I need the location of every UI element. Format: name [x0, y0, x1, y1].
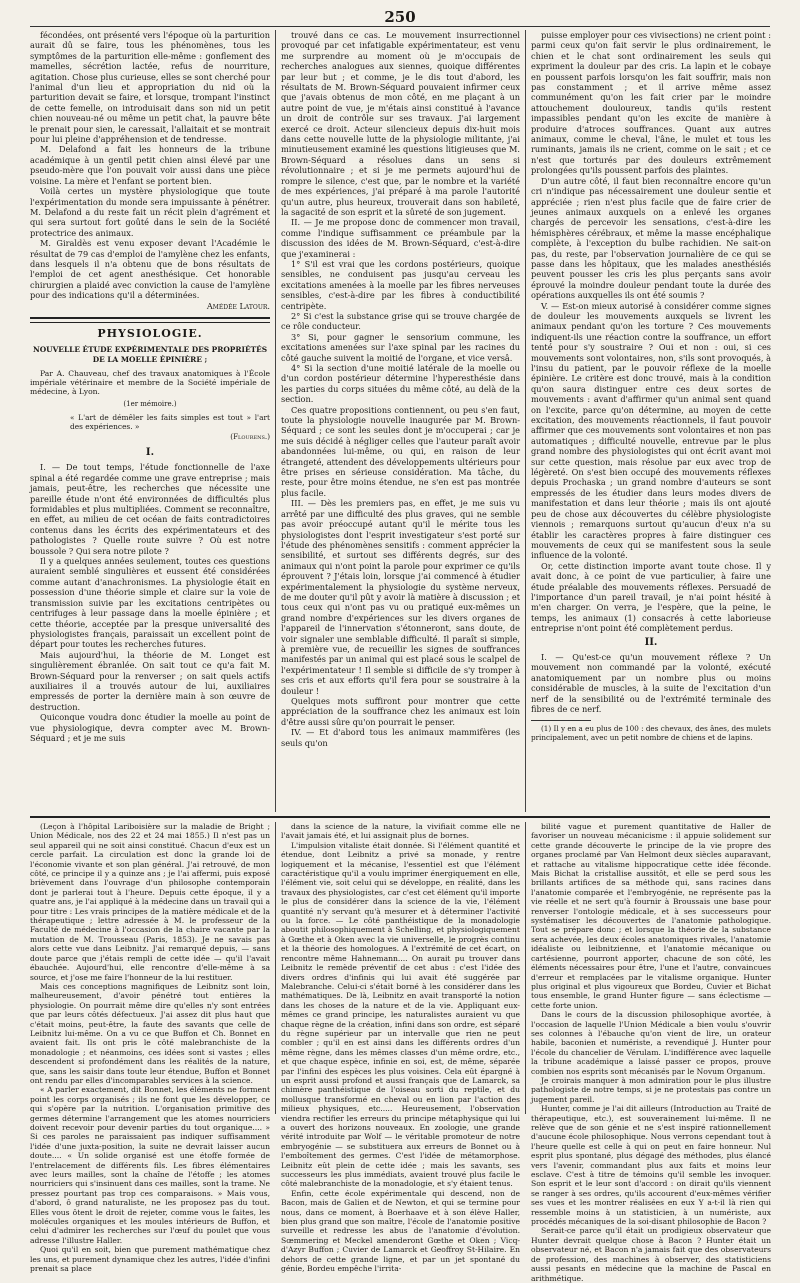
paragraph: M. Giraldès est venu exposer devant l'Académie le résultat de 79 cas d'emploi de l'amylène chez les enfants, dans lesquels il n'a obtenu que de bons résultats de l'emploi de cet agent anesthésique. Cet honorable chirurgien a plaidé avec conviction la cause de l'amylène pour des indications qu'il a déterminées. — [30, 238, 270, 301]
paragraph: 3° Si, pour gagner le sensorium commune, les excitations amenées sur l'axe spinal par les racines du côté gauche suivent la moitié de l'organe, et vice versâ. — [281, 331, 520, 363]
paragraph: Quoi qu'il en soit, bien que purement mathématique chez les uns, et purement dynamique chez les autres, l'idée d'infini prenait sa place — [30, 1245, 270, 1274]
author-signature: Amédée Latour. — [206, 300, 270, 311]
paragraph: dans la science de la nature, la vivifiait comme elle ne l'avait jamais été, et lui assignait plus de bornes. — [281, 822, 520, 841]
chapter-numeral: II. — [644, 636, 658, 648]
bottom-column-3 — [531, 822, 771, 1283]
paragraph: I. — De tout temps, l'étude fonctionnelle de l'axe spinal a été regardée comme une grave entreprise ; mais jamais, peut-être, les recherches que nécessite une pareille étude n'ont été environnées de difficultés plus formidables et plus multipliées. Comment se reconnaître, en effet, au milieu de cet océan de faits contradictoires contenus dans les écrits des expérimentateurs et des pathologistes ? Quelle route suivre ? Où est notre boussole ? Qui sera notre pilote ? — [30, 462, 270, 556]
paragraph: M. Delafond a fait les honneurs de la tribune académique à un gentil petit chien ainsi élevé par une pseudo-mère que l'on pouvait voir aussi dans une pièce voisine. La mère et l'enfant se portent bien. — [30, 144, 270, 186]
column-divider — [525, 30, 526, 812]
footnote: (1) Il y en a eu plus de 100 : des chevaux, des ânes, des mulets principalement, avec un petit nombre de chiens et de lapins. — [531, 724, 771, 743]
footnote-rule — [531, 720, 591, 721]
section-rule — [30, 322, 270, 323]
paragraph: V. — Est-on mieux autorisé à considérer comme signes de douleur les mouvements auxquels se livrent les animaux pendant qu'on les torture ? Ces mouvements indiquent-ils une réaction contre la souffrance, un effort tenté pour s'y soustraire ? Oui et non : oui, si ces mouvements sont volontaires, non, s'ils sont provoqués, à l'insu du patient, par le pouvoir réflexe de la moelle épinière. Le critère est donc trouvé, mais à la condition qu'on saura distinguer entre ces deux sortes de mouvements : avant d'affirmer qu'un animal sent quand on l'excite, parce qu'on détermine, au moyen de cette excitation, des mouvements réactionnels, il faut pouvoir affirmer que ces mouvements sont volontaires et non pas automatiques ; difficulté nouvelle, entrevue par le plus grand nombre des physiologistes qui ont écrit avant moi sur cette question, mais résolue par eux avec trop de légèreté. On s'est bien occupé des mouvements réflexes depuis Prochaska ; un grand nombre d'auteurs se sont empressés de les étudier dans leurs modes divers de manifestation et dans leur théorie ; mais ils ont ajouté peu de chose aux découvertes du célèbre physiologiste viennois ; remarquons surtout qu'aucun d'eux n'a su établir les caractères propres à faire distinguer ces mouvements de ceux qui se manifestent sous la seule influence de la volonté. — [531, 300, 771, 561]
paragraph: Il y a quelques années seulement, toutes ces questions auraient semblé singulières et eussent été considérées comme autant d'anachronismes. La physiologie était en possession d'une théorie simple et claire sur la voie de transmission suivie par les excitations centripètes ou centrifuges à leur passage dans la moelle épinière ; et cette théorie, acceptée par la presque universalité des physiologistes français, paraissait un excellent point de départ pour toutes les recherches futures. — [30, 556, 270, 650]
paragraph: trouvé dans ce cas. Le mouvement insurrectionnel provoqué par cet infatigable expérimentateur, est venu me surprendre au moment où je m'occupais de recherches analogues aux siennes, quoique différentes par leur but ; et comme, je le dis tout d'abord, les résultats de M. Brown-Séquard pouvaient infirmer ceux que j'avais obtenus de mon côté, en me plaçant à un autre point de vue, je m'étais ainsi constitué à l'avance un droit de contrôle sur ses travaux. J'ai largement exercé ce droit. Acteur silencieux depuis dix-huit mois dans cette nouvelle lutte de la physiologie militante, j'ai minutieusement examiné les questions litigieuses que M. Brown-Séquard a résolues dans un sens si révolutionnaire ; et si je me permets aujourd'hui de rompre le silence, c'est que, par le nombre et la variété de mes expériences, j'ai préparé à ma parole l'autorité qu'un autre, plus heureux, trouverait dans son habileté, la sagacité de son esprit et la sûreté de son jugement. — [281, 30, 520, 217]
paragraph: 2° Si c'est la substance grise qui se trouve chargée de ce rôle conducteur. — [281, 310, 520, 332]
paragraph: Mais ces conceptions magnifiques de Leibnitz sont loin, malheureusement, d'avoir pénétré tout entières la physiologie. On pourrait même dire qu'elles n'y sont entrées que par leurs côtés défectueux. J'ai assez dit plus haut que c'était moins, peut-être, la faute des savants que celle de Leibnitz lui-même. On a vu ce que Buffon et Ch. Bonnet en avaient fait. Ils ont pris le côté malebranchiste de la monadologie ; et néanmoins, ces idées sont si vastes ; elles descendent si profondément dans les réalités de la nature, que, sans les saisir dans toute leur étendue, Buffon et Bonnet ont rendu par elles d'incomparables services à la science. — [30, 981, 270, 1085]
paragraph: Quiconque voudra donc étudier la moelle au point de vue physiologique, devra compter avec M. Brown-Séquard ; et je me suis — [30, 712, 270, 743]
section-heading: PHYSIOLOGIE. — [97, 326, 203, 340]
paragraph: 4° Si la section d'une moitié latérale de la moelle ou d'un cordon postérieur détermine l'hyperesthésie dans les parties du corps situées du même côté, au delà de la section. — [281, 363, 520, 405]
bottom-column-1 — [30, 822, 270, 1274]
paragraph: Ces quatre propositions contiennent, ou peu s'en faut, toute la physiologie nouvelle inaugurée par M. Brown-Séquard ; ce sont les seules dont je m'occuperai ; car je me suis décidé à négliger celles que l'auteur paraît avoir abandonnées lui-même, ou qui, en raison de leur étrangeté, attendent des développements ultérieurs pour être prises en sérieuse considération. Ma tâche, du reste, pour être moins étendue, ne s'en est pas montrée plus facile. — [281, 404, 520, 498]
paragraph: Serait-ce parce qu'il était un prodigieux observateur que Hunter devrait quelque chose à Bacon ? Hunter était un observateur né, et Bacon n'a jamais fait que des observateurs de profession, des machines à observer, des statisticiens aussi pesants en médecine que la machine de Pascal en arithmétique. — [531, 1226, 771, 1283]
paragraph: IV. — Et d'abord tous les animaux mammifères (les seuls qu'on — [281, 727, 520, 748]
paragraph: Dans le cours de la discussion philosophique avortée, à l'occasion de laquelle l'Union Médicale a bien voulu s'ouvrir ses colonnes à l'ébauche qu'on vient de lire, un orateur habile, baconien et numériste, a revendiqué J. Hunter pour l'école du chancelier de Vérulam. L'indifférence avec laquelle la tribune académique a laissé passer ce propos, prouve combien nos esprits sont mécanisés par le Novum Organum. — [531, 1010, 771, 1076]
header-rule — [30, 26, 770, 27]
top-column-1 — [30, 30, 270, 812]
column-divider — [275, 822, 276, 1114]
epigraph-attribution: (Flourens.) — [230, 431, 270, 441]
paragraph: Enfin, cette école expérimentale qui descend, non de Bacon, mais de Galien et de Newton, et qui se termine pour nous, dans ce moment, à Boerhaave et à son élève Haller, bien plus grand que son maître, l'école de l'anatomie positive surveille et redresse les abus de l'anatomie d'évolution. Sœmmering et Meckel amenderont Gœthe et Oken ; Vicq-d'Azyr Buffon ; Cuvier de Lamarck et Geoffroy St-Hilaire. En dehors de cette grande ligne, et par un jet spontané du génie, Bordeu empêche l'irrita- — [281, 1188, 520, 1274]
chapter-numeral: I. — [145, 447, 155, 458]
top-column-3 — [531, 30, 771, 812]
page-number: 250 — [384, 8, 416, 26]
column-divider — [275, 30, 276, 812]
paragraph: 1° S'il est vrai que les cordons postérieurs, quoique sensibles, ne conduisent pas jusqu'au cerveau les excitations amenées à la moelle par les fibres nerveuses sensibles, c'est-à-dire par les fibres à conductibilité centripète. — [281, 258, 520, 311]
bottom-column-2 — [281, 822, 520, 1274]
paragraph: (Leçon à l'hôpital Lariboisière sur la maladie de Bright ; Union Médicale, nos des 22 et 24 mai 1855.) Il n'est pas un seul appareil qui ne soit ainsi constitué. Chacun d'eux est un cercle parfait. La circulation est donc la grande loi de l'économie vivante et son plan général. J'ai retrouvé, de mon côté, ce principe il y a quinze ans ; je l'ai affermi, puis exposé brièvement dans l'ouvrage d'un philosophe contemporain dont je parlerai tout à l'heure. Depuis cette époque, il y a quatre ans, je l'ai appliqué à la médecine dans un travail qui a pour titre : Les vrais principes de la matière médicale et de la thérapeutique ; lettre adressée à M. le professeur de la Faculté de médecine à l'occasion de la chaire vacante par la mutation de M. Trousseau (Paris, 1853). Je ne savais pas alors cette vue dans Leibnitz. J'ai remarqué depuis, — sans doute parce que j'étais rempli de cette idée — qu'il l'avait ébauchée. Aujourd'hui, elle rencontre d'elle-même à sa source, et j'ose me faire l'honneur de la lui restituer. — [30, 822, 270, 982]
paragraph: I. — Qu'est-ce qu'un mouvement réflexe ? Un mouvement non commandé par la volonté, exécuté anatomiquement par un nombre plus ou moins considérable de muscles, à la suite de l'excitation d'un nerf de la sensibilité ou de l'extrémité terminale des fibres de ce nerf. — [531, 651, 771, 714]
top-column-2 — [281, 30, 520, 812]
paragraph: Je croirais manquer à mon admiration pour le plus illustre pathologiste de notre temps, si je ne protestais pas contre un jugement pareil. — [531, 1075, 771, 1104]
paragraph: II. — Je me propose donc de commencer mon travail, comme l'indique suffisamment ce préambule par la discussion des idées de M. Brown-Séquard, c'est-à-dire que j'examinerai : — [281, 217, 520, 259]
paragraph: puisse employer pour ces vivisections) ne crient point : parmi ceux qu'on fait servir le plus ordinairement, le chien et le chat sont ordinairement les seuls qui expriment la douleur par des cris. La lapin et le cobaye en poussent parfois lorsqu'on les fait souffrir, mais non pas constamment ; et il arrive même assez communément qu'on les fait crier par le moindre attouchement douloureux, tandis qu'ils restent impassibles pendant qu'on les excite de manière à produire d'atroces souffrances. Quant aux autres animaux, comme le cheval, l'âne, le mulet et tous les ruminants, jamais ils ne crient, comme on le sait ; et ce n'est que torturés par des douleurs extrêmement prolongées qu'ils poussent parfois des plaintes. — [531, 30, 771, 176]
paragraph: Or, cette distinction importe avant toute chose. Il y avait donc, à ce point de vue particulier, à faire une étude préalable des mouvements réflexes. Persuadé de l'importance d'un pareil travail, je n'ai point hésité à m'en charger. On verra, je l'espère, que la peine, le temps, les animaux (1) consacrés à cette laborieuse entreprise n'ont point été complètement perdus. — [531, 560, 771, 634]
memoir-label: (1er mémoire.) — [123, 399, 177, 408]
article-author: Par A. Chauveau, chef des travaux anatomiques à l'École impériale vétérinaire et membre de la Société impériale de médecine, à Lyon. — [30, 368, 270, 397]
paragraph: Mais aujourd'hui, la théorie de M. Longet est singulièrement ébranlée. On sait tout ce qu'a fait M. Brown-Séquard pour la renverser ; on sait quels actifs auxiliaires il a trouvés autour de lui, auxiliaires empressés de porter la dernière main à son œuvre de destruction. — [30, 649, 270, 712]
paragraph: Quelques mots suffiront pour montrer que cette appréciation de la souffrance chez les animaux est loin d'être aussi sûre qu'on pourrait le penser. — [281, 696, 520, 727]
section-rule — [30, 317, 270, 319]
feuilleton-rule — [30, 816, 770, 818]
article-title: NOUVELLE ÉTUDE EXPÉRIMENTALE DES PROPRIÉTÉS DE LA MOELLE ÉPINIÈRE ; — [32, 345, 268, 364]
paragraph: L'impulsion vitaliste était donnée. Si l'élément quantité et étendue, dont Leibnitz a privé sa monade, y rentre logiquement et la mécanise, l'essentiel est que l'élément caractéristique qu'il a voulu imprimer énergiquement en elle, l'élément vie, soit celui qui se développe, en réalité, dans les travaux des physiologistes, car c'est cet élément qu'il importe le plus de considérer dans la science de la vie, l'élément quantité n'y servant qu'à mesurer et à déterminer l'activité ou la force. — Le côté panthéistique de la monadologie aboutit philosophiquement à Schelling, et physiologiquement à Gœthe et à Oken avec la vie universelle, le progrès continu et la théorie des homologues. A l'extrémité de cet écart, on rencontre même Hahnemann.... On aurait pu trouver dans Leibnitz le remède préventif de cet abus : c'est l'idée des divers ordres d'infinis qui lui avait été suggérée par Malebranche. Celui-ci s'était borné à les considérer dans les mathématiques. De là, Leibnitz en avait transporté la notion dans les choses de la nature et de la vie. Appliquant eux-mêmes ce grand principe, les naturalistes auraient vu que chaque règne de la création, infini dans son ordre, est séparé du règne supérieur par un intervalle que rien ne peut combler ; qu'il en est ainsi dans les différents ordres d'un même règne, dans les mêmes classes d'un même ordre, etc., et que chaque espèce, infinie en soi, est, de même, séparée par l'infini des espèces les plus voisines. Cela eût épargné à un esprit aussi profond et aussi français que de Lamarck, sa chimère panthéistique de l'oiseau sorti du reptile, et du mollusque transformé en cheval ou en lion par l'action des milieux physiques, etc..... Heureusement, l'observation viendra rectifier les erreurs du principe métaphysique qui lui a ouvert des horizons nouveaux. En zoologie, une grande vérité introduite par Wolf — le véritable promoteur de notre embryogénie — se substituera aux erreurs de Bonnet ou à l'emboîtement des germes. C'est l'idée de métamorphose. Leibnitz eût plein de cette idée ; mais les savants, ses successeurs les plus immédiats, avaient trouvé plus facile le côté malebranchiste de la monadologie, et s'y étaient tenus. — [281, 840, 520, 1189]
paragraph: bilité vague et purement quantitative de Haller de favoriser un nouveau mécanicisme : il appuie solidement sur cette grande découverte le principe de la vie propre des organes proclamé par Van Helmont deux siècles auparavant, et rattache au vitalisme hippocratique cette idée féconde. Mais Bichat la cristallise aussitôt, et elle se perd sous les brillants artifices de sa méthode qui, sans racines dans l'anatomie comparée et l'embryogénie, ne représente pas la vie réelle et ne sert qu'à fournir à Broussais une base pour renverser l'ontologie médicale, et à ses successeurs pour systématiser les découvertes de l'anatomie pathologique. Tout se prépare donc ; et lorsque la théorie de la substance sera achevée, les deux écoles anatomiques rivales, l'anatomie idéaliste ou leibnitzienne, et l'anatomie mécanique ou cartésienne, pourront apporter, chacune de son côté, les éléments nécessaires pour être, l'une et l'autre, convaincues d'erreur et remplacées par le vitalisme organique. Hunter plus original et plus vigoureux que Bordeu, Cuvier et Bichat tous ensemble, le grand Hunter figure — sans éclectisme — cette forte union. — [531, 822, 771, 1010]
paragraph: Voilà certes un mystère physiologique que toute l'expérimentation du monde sera impuissante à pénétrer. M. Delafond a du reste fait un récit plein d'agrément et qui sera surtout fort goûté dans le sein de la Société protectrice des animaux. — [30, 186, 270, 238]
paragraph: Hunter, comme je l'ai dit ailleurs (Introduction au Traité de thérapeutique, etc.), est souverainement lui-même. Il ne relève que de son génie et ne s'est inspiré rationnellement d'aucune école philosophique. Nous verrons cependant tout à l'heure quelle est celle à qui on peut en faire honneur. Nul esprit plus spontané, plus dégagé des méthodes, plus élancé vers l'avenir, commandant plus aux faits et moins leur esclave. C'est à titre de témoins qu'il semble les invoquer. Son esprit et le leur sont d'accord : on dirait qu'ils viennent se ranger à ses ordres, qu'ils accourent d'eux-mêmes vérifier ses vues et les montrer réalisées en eux Y a-t-il là rien qui ressemble moins à un statisticien, à un numériste, aux procédés mécaniques de la soi-disant philosophie de Bacon ? — [531, 1104, 771, 1227]
epigraph: « L'art de démêler les faits simples est tout » l'art des expériences. » — [70, 413, 270, 432]
paragraph: D'un autre côté, il faut bien reconnaître encore qu'un cri n'indique pas nécessairement une douleur sentie et appréciée ; rien n'est plus facile que de faire crier de jeunes animaux auxquels on a enlevé les organes chargés de percevoir les sensations, c'est-à-dire les hémisphères cérébraux, et même la masse encéphalique complète, à l'exception du bulbe rachidien. Ne sait-on pas, du reste, par l'observation journalière de ce qui se passe dans les hôpitaux, que les malades anesthésiés peuvent pousser les cris les plus perçants sans avoir éprouvé la moindre douleur pendant toute la durée des opérations auxquelles ils ont été soumis ? — [531, 175, 771, 301]
paragraph: « A parler exactement, dit Bonnet, les éléments ne forment point les corps organisés ; ils ne font que les développer, ce qui s'opère par la nutrition. L'organisation primitive des germes détermine l'arrangement que les atomes nourriciers doivent recevoir pour devenir parties du tout organique.... » Si ces paroles ne paraissaient pas indiquer suffisamment l'idée d'une juxta-position, la suite ne devrait laisser aucun doute.... « Un solide organisé est une étoffe formée de l'entrelacement de différents fils. Les fibres élémentaires avec leurs mailles, sont la chaîne de l'étoffe ; les atomes nourriciers qui s'insinuent dans ces mailles, sont la trame. Ne pressez pourtant pas trop ces comparaisons. » Mais vous, d'abord, ô grand naturaliste, ne les proposez pas du tout. Elles vous ôtent le droit de rejeter, comme vous le faites, les molécules organiques et les moules intérieurs de Buffon, et celui d'admirer les recherches sur l'œuf du poulet que vous adresse l'illustre Haller. — [30, 1085, 270, 1245]
column-divider — [525, 822, 526, 1114]
paragraph: III. — Dès les premiers pas, en effet, je me suis vu arrêté par une difficulté des plus graves, qui ne semble pas avoir préoccupé autant qu'il le mérite tous les physiologistes dont l'esprit investigateur s'est porté sur l'étude des phénomènes sensitifs : comment apprécier la sensibilité, et surtout ses différents degrés, sur des animaux qui n'ont point la parole pour exprimer ce qu'ils éprouvent ? J'étais loin, lorsque j'ai commencé à étudier expérimentalement la physiologie du système nerveux, de me douter qu'il pût y avoir là matière à discussion ; et tous ceux qui n'ont pas vu ou pratiqué eux-mêmes un grand nombre d'expériences sur les divers organes de l'appareil de l'innervation s'étonneront, sans doute, de voir signaler une semblable difficulté. Il paraît si simple, à première vue, de recueillir les signes de souffrances manifestés par un animal qui est placé sous le scalpel de l'expérimentateur ! Il semble si difficile de s'y tromper à ses cris et aux efforts qu'il fera pour se soustraire à la douleur ! — [281, 498, 520, 696]
paragraph: fécondées, ont présenté vers l'époque où la parturition aurait dû se faire, tous les phénomènes, tous les symptômes de la parturition elle-même : gonflement des mamelles, sécrétion lactée, refus de nourriture, agitation. Chose plus curieuse, elles se sont cherché pour l'animal d'un lieu et appropriation du nid où la parturition devait se faire, et lorsque, trompant l'instinct de cette femelle, on introduisait dans son nid un petit chien nouveau-né ou même un petit chat, la pauvre bête le prenait pour sien, le caressait, l'allaitait et se montrait pour lui pleine d'appréhension et de tendresse. — [30, 30, 271, 145]
